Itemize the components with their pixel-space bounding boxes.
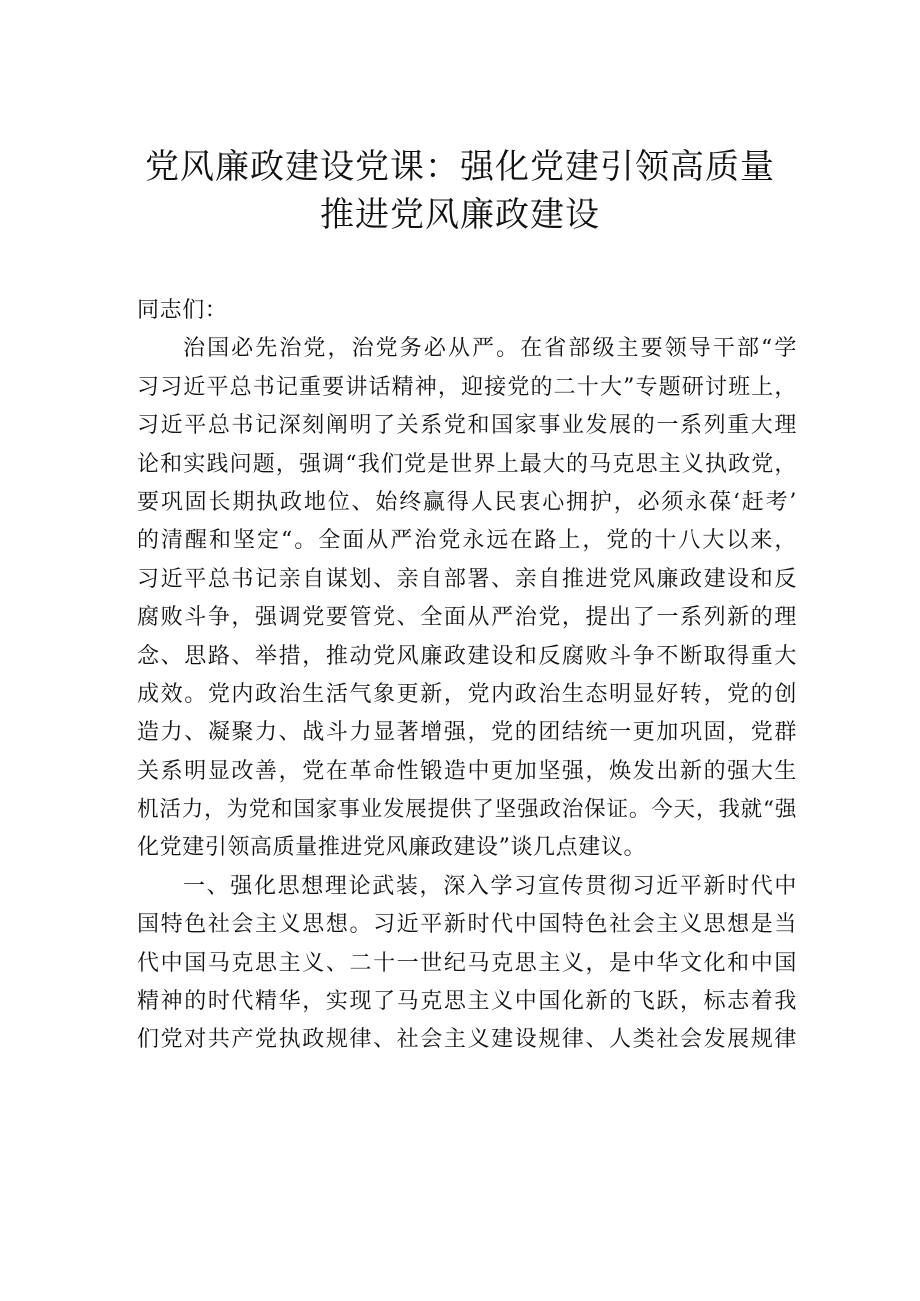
text-line: 成效。党内政治生活气象更新，党内政治生态明显好转，党的创 [137, 681, 797, 707]
text-line: 治国必先治党，治党务必从严。在省部级主要领导干部“学 [183, 336, 797, 362]
text-line: 论和实践问题，强调“我们党是世界上最大的马克思主义执政党， [137, 451, 797, 477]
text-line: 精神的时代精华，实现了马克思主义中国化新的飞跃，标志着我 [137, 989, 797, 1015]
text-line: 们党对共产党执政规律、社会主义建设规律、人类社会发展规律 [137, 1027, 797, 1053]
text-line: 代中国马克思主义、二十一世纪马克思主义，是中华文化和中国 [137, 950, 797, 976]
text-line: 的清醒和坚定“。全面从严治党永远在路上，党的十八大以来， [137, 528, 797, 554]
title-line-1: 党风廉政建设党课：强化党建引领高质量 [145, 147, 775, 187]
text-line: 造力、凝聚力、战斗力显著增强，党的团结统一更加巩固，党群 [137, 720, 797, 746]
text-line: 习习近平总书记重要讲话精神，迎接党的二十大”专题研讨班上， [137, 374, 797, 400]
text-line: 一、强化思想理论武装，深入学习宣传贯彻习近平新时代中 [183, 873, 797, 899]
document-title [60, 143, 860, 239]
paragraph-1 [137, 330, 797, 867]
text-line: 念、思路、举措，推动党风廉政建设和反腐败斗争不断取得重大 [137, 643, 797, 669]
text-line: 关系明显改善，党在革命性锻造中更加坚强，焕发出新的强大生 [137, 758, 797, 784]
title-line-2: 推进党风廉政建设 [320, 195, 600, 235]
text-line: 国特色社会主义思想。习近平新时代中国特色社会主义思想是当 [137, 912, 797, 938]
paragraph-2 [137, 868, 797, 1060]
text-line: 机活力，为党和国家事业发展提供了坚强政治保证。今天，我就“强 [137, 797, 797, 823]
text-line: 习近平总书记深刻阐明了关系党和国家事业发展的一系列重大理 [137, 413, 797, 439]
document-body [137, 292, 797, 1060]
text-line: 习近平总书记亲自谋划、亲自部署、亲自推进党风廉政建设和反 [137, 566, 797, 592]
text-line: 腐败斗争，强调党要管党、全面从严治党，提出了一系列新的理 [137, 605, 797, 631]
text-line: 化党建引领高质量推进党风廉政建设”谈几点建议。 [137, 835, 647, 861]
text-line: 要巩固长期执政地位、始终赢得人民衷心拥护，必须永葆‘赶考’ [137, 489, 797, 515]
salutation: 同志们： [137, 298, 228, 323]
